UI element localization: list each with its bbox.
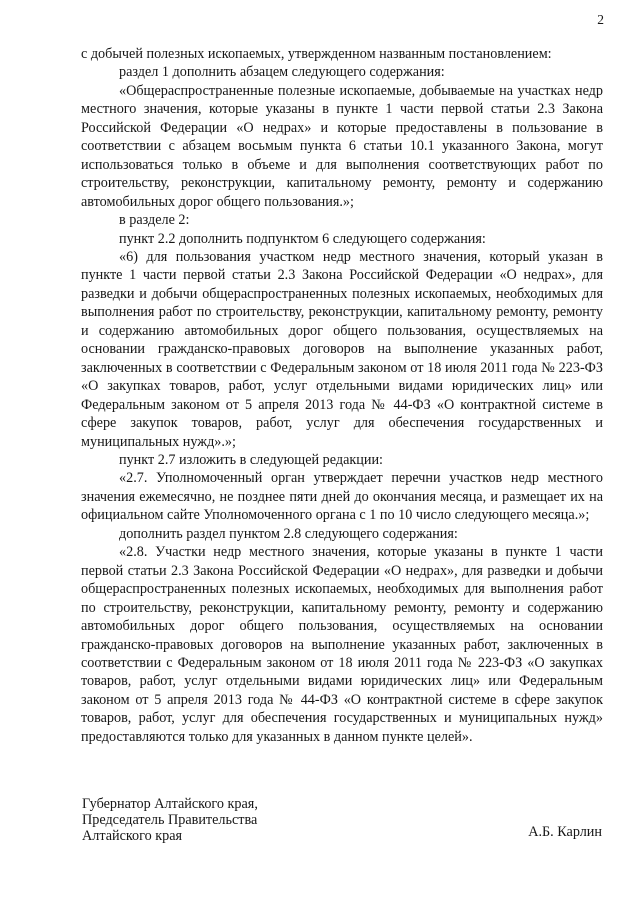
paragraph: дополнить раздел пунктом 2.8 следующего содержания: bbox=[119, 525, 458, 542]
signatory-position-line: Алтайского края bbox=[82, 828, 183, 844]
paragraph: «2.8. Участки недр местного значения, которые указаны в пункте 1 части первой статьи 2.3 Закона Российской Федерации «О недрах», для разведки и добычи общераспространенных полезных ископаемых, необходимых для выполнения работ по строительству, реконструкции, капитальному ремонту, ремонту и содержанию автомобильных дорог общего пользования, осуществляемых на основании гражданско-правовых договоров на выполнение указанных работ, заключенных в соответствии с Федеральным законом от 18 июля 2011 года № 223-ФЗ «О закупках товаров, работ, услуг отдельными видами юридических лиц» или Федеральным законом от 5 апреля 2013 года № 44-ФЗ «О контрактной системе в сфере закупок товаров, работ, услуг для обеспечения государственных и муниципальных нужд» предоставляются только для указанных в данном пункте целей». bbox=[81, 544, 603, 745]
paragraph: пункт 2.2 дополнить подпунктом 6 следующего содержания: bbox=[119, 230, 486, 247]
signatory-position-line: Губернатор Алтайского края, bbox=[82, 796, 258, 812]
signatory-position-line: Председатель Правительства bbox=[82, 812, 258, 828]
signature-block bbox=[82, 796, 604, 844]
paragraph: с добычей полезных ископаемых, утвержденном названным постановлением: bbox=[81, 46, 552, 62]
paragraph: в разделе 2: bbox=[119, 212, 190, 229]
paragraph: пункт 2.7 изложить в следующей редакции: bbox=[119, 451, 383, 468]
signer-name: А.Б. Карлин bbox=[528, 824, 602, 840]
paragraph: «6) для пользования участком недр местного значения, который указан в пункте 1 части первой статьи 2.3 Закона Российской Федерации «О недрах», для разведки и добычи общераспространенных полезных ископаемых, необходимых для выполнения работ по строительству, реконструкции, капитальному ремонту, ремонту и содержанию автомобильных дорог общего пользования, осуществляемых на основании гражданско-правовых договоров на выполнение указанных работ, заключенных в соответствии с Федеральным законом от 18 июля 2011 года № 223-ФЗ «О закупках товаров, работ, услуг отдельными видами юридических лиц» или Федеральным законом от 5 апреля 2013 года № 44-ФЗ «О контрактной системе в сфере закупок товаров, работ, услуг для обеспечения государственных и муниципальных нужд».»; bbox=[81, 248, 603, 450]
paragraph: «Общераспространенные полезные ископаемые, добываемые на участках недр местного значения, которые указаны в пункте 1 части первой статьи 2.3 Закона Российской Федерации «О недрах» и которые предоставлены в пользование в соответствии с абзацем восьмым пункта 6 статьи 10.1 указанного Закона, могут использоваться только в объеме и для выполнения соответствующих работ по строительству, реконструкции, капитальному ремонту, ремонту и содержанию автомобильных дорог общего пользования.»; bbox=[81, 82, 603, 210]
document-body bbox=[81, 45, 603, 746]
paragraph: «2.7. Уполномоченный орган утверждает перечни участков недр местного значения ежемесячно, не позднее пяти дней до окончания месяца, и размещает их на официальном сайте Уполномоченного органа с 1 по 10 число следующего месяца.»; bbox=[81, 470, 603, 524]
page-number: 2 bbox=[597, 12, 604, 27]
paragraph: раздел 1 дополнить абзацем следующего содержания: bbox=[119, 64, 445, 81]
